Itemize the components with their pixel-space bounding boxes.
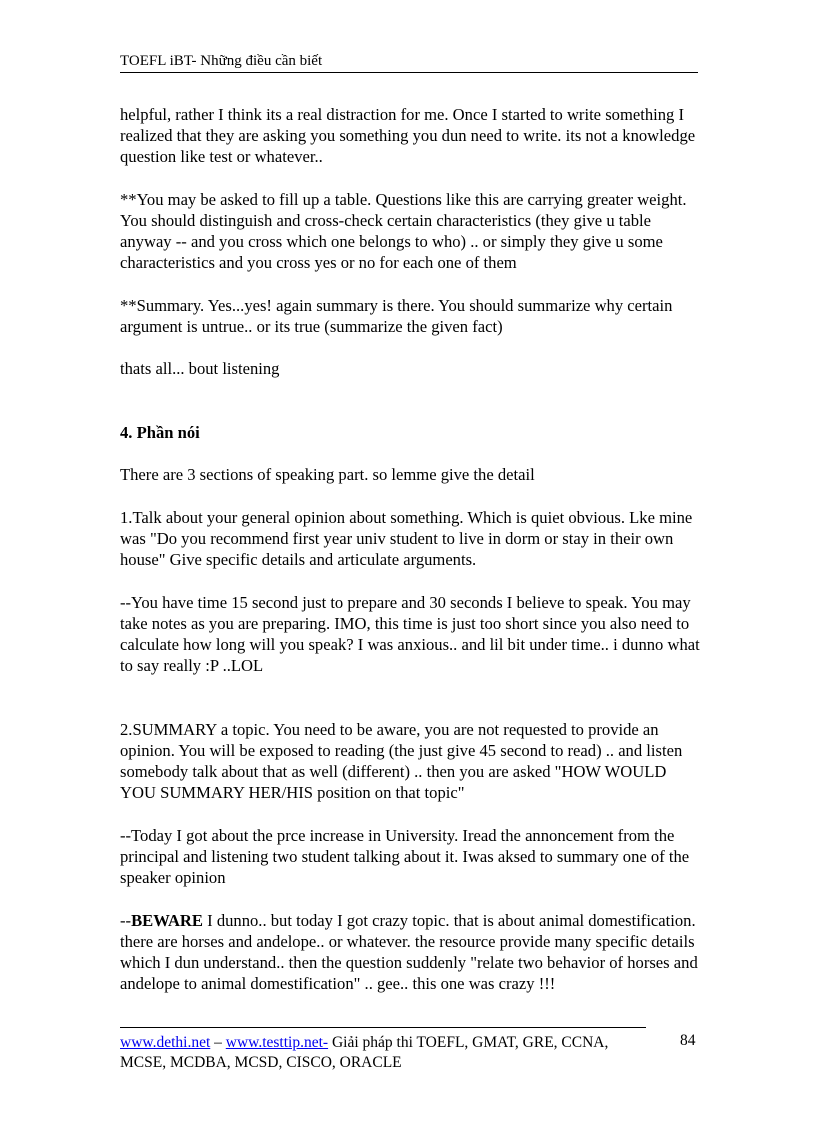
page-number: 84 bbox=[680, 1032, 696, 1049]
paragraph: 2.SUMMARY a topic. You need to be aware, you are not requested to provide an opinion. You will be exposed to reading (the just give 45 second to read) .. and listen somebody talk about that as well (different) .. then you are asked "HOW WOULD YOU SUMMARY HER/HIS position on that topic" bbox=[120, 719, 683, 803]
paragraph: **You may be asked to fill up a table. Questions like this are carrying greater weight. You should distinguish and cross-check certain characteristics (they give u table anyway -- and you cross which one belongs to who) .. or simply they give u some characteristics and you cross yes or no for each one of them bbox=[120, 189, 687, 273]
footer-divider bbox=[120, 1027, 646, 1028]
footer-separator: – bbox=[210, 1034, 226, 1051]
header-title: TOEFL iBT- Những điều cần biết bbox=[120, 53, 323, 69]
paragraph: thats all... bout listening bbox=[120, 359, 280, 379]
spacer bbox=[120, 401, 700, 422]
beware-text: I dunno.. but today I got crazy topic. that is about animal domestification. there are horses and andelope.. or whatever. the resource provide many specific details which I dun understand.. then the question suddenly "relate two behavior of horses and andelope to animal domestification" .. gee.. this one was crazy !!! bbox=[120, 910, 698, 994]
spacer bbox=[120, 698, 700, 719]
page-header bbox=[120, 52, 698, 73]
paragraph-beware bbox=[120, 910, 700, 995]
section-heading: 4. Phần nói bbox=[120, 422, 200, 442]
paragraph: helpful, rather I think its a real distraction for me. Once I started to write something I realized that they are asking you something you dun need to write. its not a knowledge question like test or whatever.. bbox=[120, 105, 696, 167]
page-content bbox=[120, 104, 700, 1016]
page-footer bbox=[120, 1033, 650, 1073]
footer-text: Giải pháp thi TOEFL, GMAT, GRE, CCNA, MCSE, MCDBA, MCSD, CISCO, ORACLE bbox=[120, 1034, 609, 1071]
paragraph: --You have time 15 second just to prepare and 30 seconds I believe to speak. You may take notes as you are preparing. IMO, this time is just too short since you also need to calculate how long will you speak? I was anxious.. and lil bit under time.. i dunno what to say really :P ..LOL bbox=[120, 592, 700, 676]
dethi-link[interactable]: www.dethi.net bbox=[120, 1034, 211, 1051]
paragraph: There are 3 sections of speaking part. so lemme give the detail bbox=[120, 465, 535, 485]
beware-label: BEWARE bbox=[131, 910, 203, 930]
paragraph: **Summary. Yes...yes! again summary is there. You should summarize why certain argument is untrue.. or its true (summarize the given fact) bbox=[120, 295, 673, 336]
paragraph: 1.Talk about your general opinion about something. Which is quiet obvious. Lke mine was "Do you recommend first year univ student to live in dorm or stay in their own house" Give specific details and articulate arguments. bbox=[120, 507, 693, 570]
paragraph: --Today I got about the prce increase in University. Iread the annoncement from the principal and listening two student talking about it. Iwas aksed to summary one of the speaker opinion bbox=[120, 825, 690, 888]
beware-prefix: -- bbox=[120, 910, 132, 930]
testtip-link[interactable]: www.testtip.net- bbox=[225, 1034, 329, 1051]
